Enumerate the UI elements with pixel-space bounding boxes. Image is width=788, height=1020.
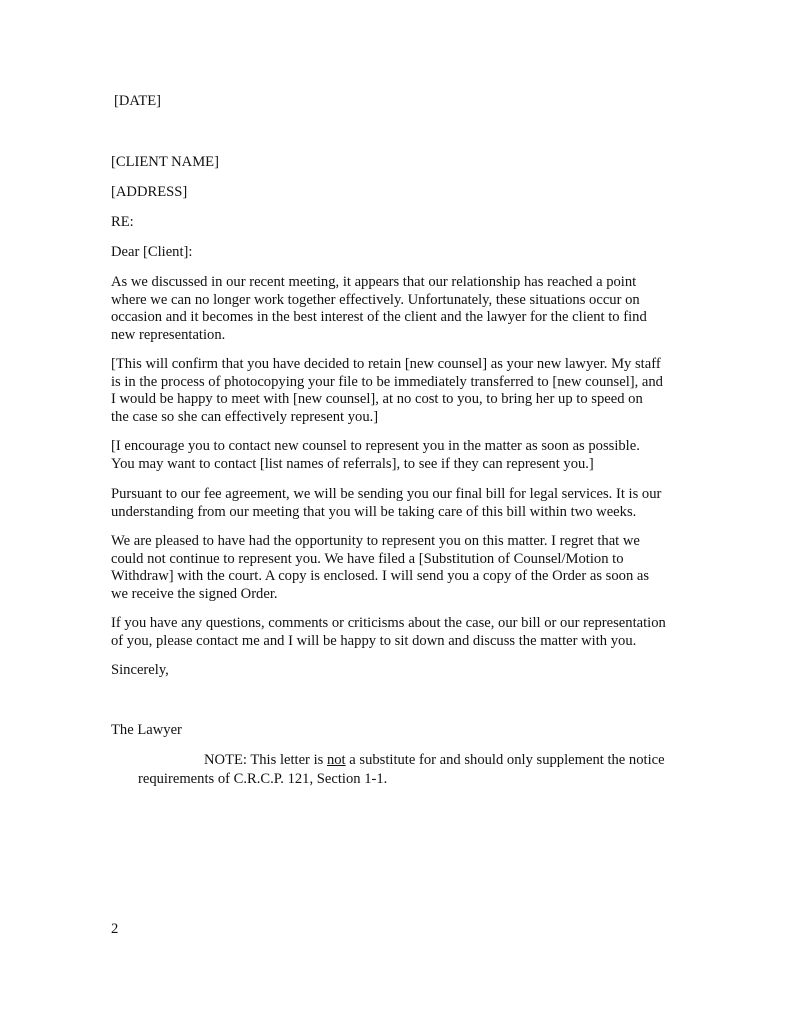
paragraph-fee: Pursuant to our fee agreement, we will be sending you our final bill for legal services. It is our understanding from our meeting that you will be taking care of this bill within two weeks. (111, 486, 662, 520)
page-number: 2 (111, 921, 119, 937)
paragraph-new-counsel: [This will confirm that you have decided to retain [new counsel] as your new lawyer. My staff is in the process of photocopying your file to be immediately transferred to [new counsel], and I would be happy to meet with [new counsel], at no cost to you, to bring her up to speed on the case so she can effectively represent you.] (111, 356, 663, 425)
salutation: Dear [Client]: (111, 244, 193, 260)
re-line: RE: (111, 214, 134, 230)
date-field: [DATE] (114, 93, 162, 109)
address: [ADDRESS] (111, 184, 188, 200)
paragraph-withdrawal: We are pleased to have had the opportunity to represent you on this matter. I regret that we could not continue to represent you. We have filed a [Substitution of Counsel/Motion to Withdraw] with the court. A copy is enclosed. I will send you a copy of the Order as soon as we receive the signed Order. (111, 533, 650, 602)
client-name: [CLIENT NAME] (111, 154, 219, 170)
note-line-1: NOTE: This letter is not a substitute for and should only supplement the notice (204, 752, 665, 768)
paragraph-questions: If you have any questions, comments or criticisms about the case, our bill or our representation of you, please contact me and I will be happy to sit down and discuss the matter with you. (111, 615, 666, 649)
closing: Sincerely, (111, 662, 169, 678)
signature: The Lawyer (111, 722, 182, 738)
paragraph-referrals: [I encourage you to contact new counsel to represent you in the matter as soon as possible. You may want to contact [list names of referrals], to see if they can represent you.] (111, 438, 640, 472)
paragraph-relationship: As we discussed in our recent meeting, it appears that our relationship has reached a point where we can no longer work together effectively. Unfortunately, these situations occur on occasion and it becomes in the best interest of the client and the lawyer for the client to find new representation. (111, 274, 647, 343)
note-line-2: requirements of C.R.C.P. 121, Section 1-1. (138, 771, 388, 787)
note-emphasis: not (326, 752, 346, 768)
